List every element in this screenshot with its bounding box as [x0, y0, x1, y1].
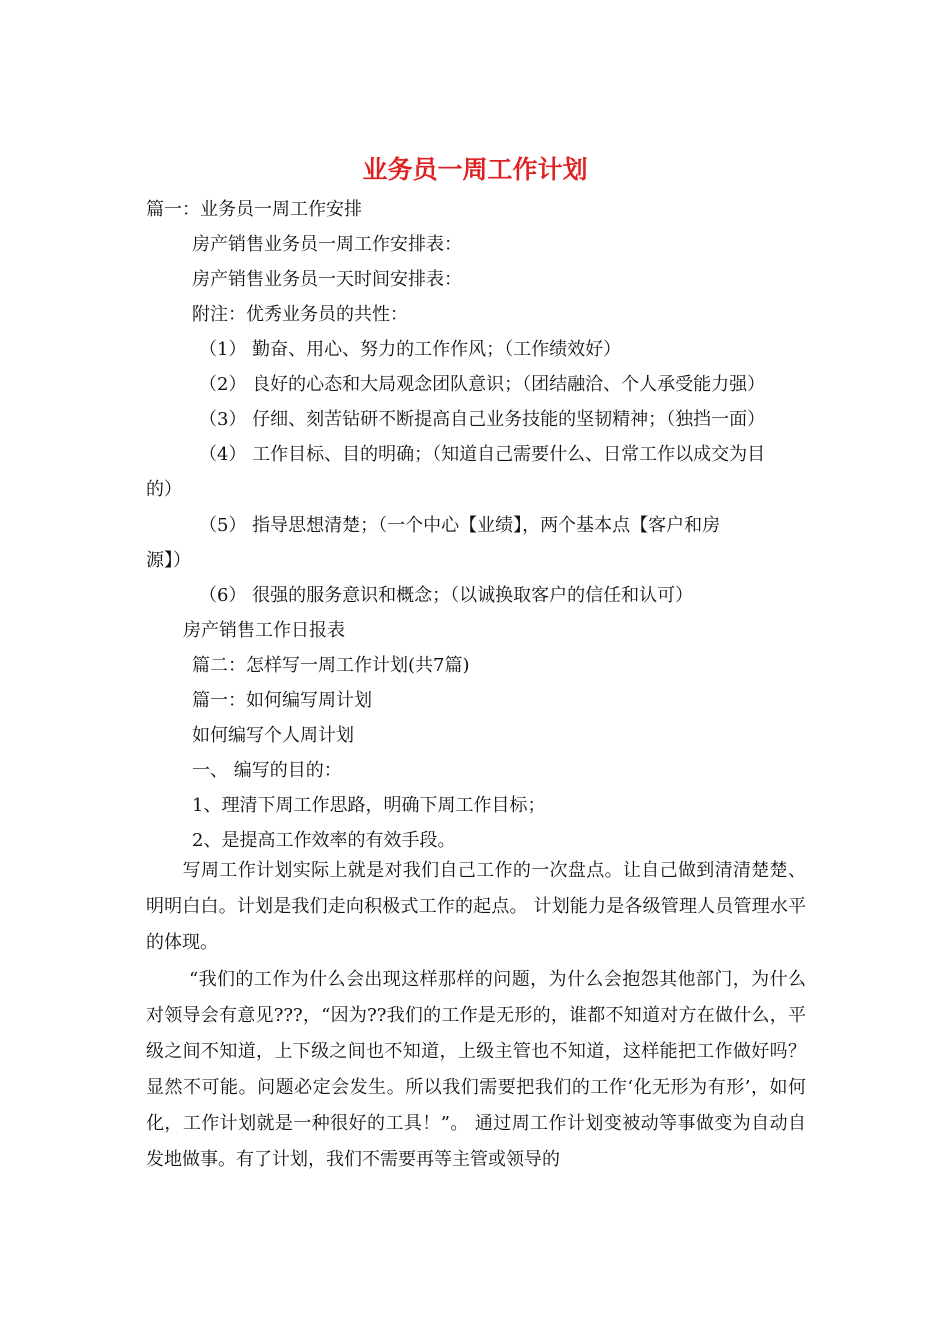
- list-item: （1） 勤奋、用心、努力的工作作风；（工作绩效好）: [199, 339, 622, 360]
- text-line: 一、 编写的目的：: [192, 760, 342, 781]
- text-line: 房产销售业务员一天时间安排表：: [192, 269, 462, 290]
- list-item: （4） 工作目标、目的明确；（知道自己需要什么、日常工作以成交为目: [199, 444, 766, 465]
- body-paragraph: 写周工作计划实际上就是对我们自己工作的一次盘点。让自己做到清清楚楚、明明白白。计划是我们走向积极式工作的起点。 计划能力是各级管理人员管理水平的体现。: [146, 860, 806, 953]
- list-item: （5） 指导思想清楚；（一个中心【业绩】，两个基本点【客户和房: [199, 515, 721, 536]
- text-line: 附注：优秀业务员的共性：: [192, 304, 408, 325]
- section-heading-2: 篇二：怎样写一周工作计划(共7篇): [192, 655, 470, 676]
- list-item: （3） 仔细、刻苦钻研不断提高自己业务技能的坚韧精神；（独挡一面）: [199, 409, 766, 430]
- text-line: 如何编写个人周计划: [192, 725, 354, 746]
- text-line: 房产销售业务员一周工作安排表：: [192, 234, 462, 255]
- text-line: 1、理清下周工作思路，明确下周工作目标；: [192, 795, 546, 816]
- list-item: （2） 良好的心态和大局观念团队意识；（团结融洽、个人承受能力强）: [199, 374, 766, 395]
- document-title: 业务员一周工作计划: [362, 155, 588, 184]
- section-heading-1: 篇一：业务员一周工作安排: [146, 199, 362, 220]
- text-line: 2、是提高工作效率的有效手段。: [192, 830, 456, 851]
- subsection-heading: 篇一：如何编写周计划: [192, 690, 372, 711]
- list-item-continuation: 的）: [146, 479, 182, 500]
- list-item: （6） 很强的服务意识和概念；（以诚换取客户的信任和认可）: [199, 585, 694, 606]
- body-paragraph: “我们的工作为什么会出现这样那样的问题，为什么会抱怨其他部门，为什么对领导会有意见???，“因为??我们的工作是无形的，谁都不知道对方在做什么，平级之间不知道，上下级之间也不知道，上级主管也不知道，这样能把工作做好吗？显然不可能。问题必定会发生。所以我们需要把我们的工作‘化无形为有形’，如何化，工作计划就是一种很好的工具！”。 通过周工作计划变被动等事做变为自动自发地做事。有了计划，我们不需要再等主管或领导的: [146, 969, 806, 1170]
- list-item-continuation: 源】）: [146, 550, 191, 571]
- text-line: 房产销售工作日报表: [183, 620, 345, 641]
